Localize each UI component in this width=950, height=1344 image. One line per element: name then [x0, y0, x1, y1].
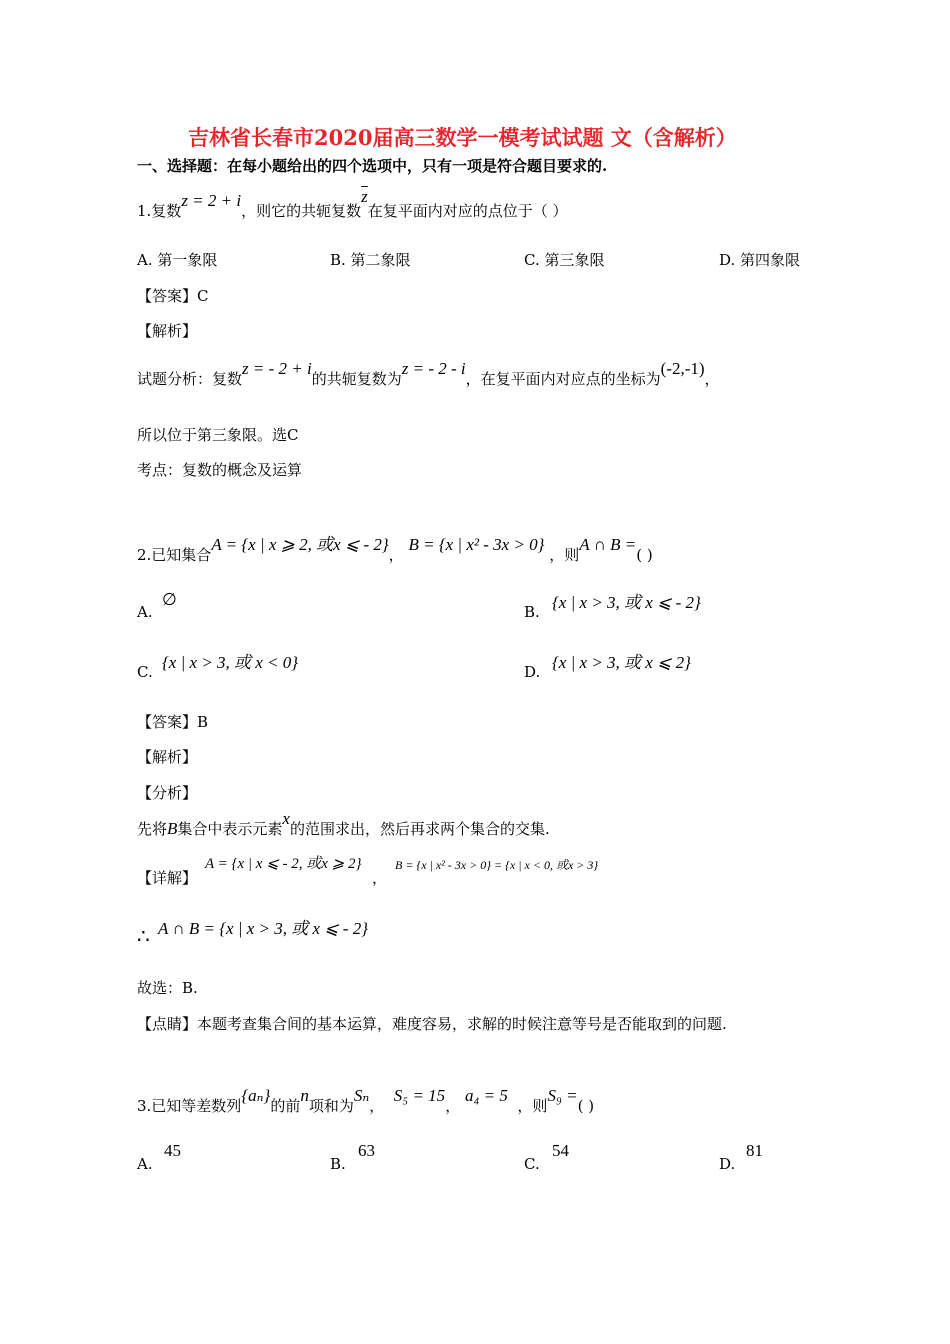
q1-option-b: B. 第二象限	[330, 251, 411, 269]
q1-mid: ，则它的共轭复数	[241, 202, 362, 220]
q2-prefix: 2.已知集合	[137, 546, 212, 564]
q2-fenxi-c: 的范围求出，然后再求两个集合的交集.	[289, 820, 550, 838]
q2-comma: ，	[388, 546, 404, 564]
q2-detail-AB: A ∩ B = {x | x > 3, 或 x ⩽ - 2}	[158, 919, 368, 938]
q1-analysis-text-d: ，	[704, 370, 720, 388]
q3-option-a-value: 45	[164, 1141, 181, 1160]
q2-detail-comma: ，	[372, 869, 388, 887]
q3-mid2: 项和为	[308, 1097, 354, 1115]
q2-detail-A: A = {x | x ⩽ - 2, 或x ⩾ 2}	[205, 856, 362, 872]
q2-fenxi-a: 先将	[137, 820, 168, 838]
q2-option-d: {x | x > 3, 或 x ⩽ 2}	[552, 653, 691, 672]
q1-stem	[137, 187, 568, 221]
q2-detail-B: B = {x | x² - 3x > 0} = {x | x < 0, 或x > 3}	[395, 858, 599, 872]
q1-analysis-math3: (-2,-1)	[660, 359, 705, 378]
q1-analysis-math2: z = - 2 - i	[401, 359, 466, 378]
q3-option-d-label: D.	[719, 1155, 736, 1173]
q2-math-A: A = {x | x ⩾ 2, 或x ⩽ - 2}	[211, 535, 389, 554]
q3-option-c-label: C.	[524, 1155, 540, 1173]
q2-detail-heading: 【详解】	[137, 869, 198, 887]
q2-fenxi-b: 集合中表示元素	[177, 820, 283, 838]
q1-math-z: z = 2 + i	[181, 191, 242, 210]
q2-therefore-symbol: ∴	[137, 924, 150, 948]
q3-math-n: n	[300, 1086, 309, 1105]
q2-suffix: ( )	[636, 546, 653, 564]
q1-analysis-line2: 所以位于第三象限。选C	[137, 426, 299, 444]
q3-math-S5: S₅ = 15	[393, 1086, 446, 1105]
q3-option-d-value: 81	[746, 1141, 763, 1160]
q1-option-a: A. 第一象限	[137, 251, 218, 269]
q3-comma2: ，	[445, 1097, 461, 1115]
q2-option-c-label: C.	[137, 663, 153, 681]
q3-math-a4: a₄ = 5	[464, 1086, 508, 1105]
q2-option-a: ∅	[162, 590, 177, 609]
q1-analysis-heading: 【解析】	[137, 322, 198, 340]
q2-conclusion: 故选：B.	[137, 979, 198, 997]
q3-stem	[137, 1086, 595, 1116]
q1-analysis-math1: z = - 2 + i	[242, 359, 312, 378]
q2-math-AB: A ∩ B =	[579, 535, 637, 554]
q2-option-d-label: D.	[524, 663, 541, 681]
q3-option-a-label: A.	[137, 1155, 153, 1173]
q2-analysis-heading: 【解析】	[137, 748, 198, 766]
q3-math-S9: S₉ =	[547, 1086, 578, 1105]
q3-comma: ，	[369, 1097, 385, 1115]
q1-prefix: 1.复数	[137, 202, 182, 220]
q2-fenxi-x: x	[282, 809, 290, 828]
q2-suffix-pre: ，则	[549, 546, 580, 564]
section-heading: 一、选择题：在每小题给出的四个选项中，只有一项是符合题目要求的.	[137, 157, 608, 175]
q2-option-a-label: A.	[137, 603, 153, 621]
q1-analysis-line1	[137, 359, 720, 389]
q3-mid1: 的前	[270, 1097, 301, 1115]
q2-fenxi-B: B	[167, 819, 178, 838]
q1-answer: 【答案】C	[137, 287, 209, 305]
q2-stem	[137, 535, 653, 565]
q1-analysis-text-b: 的共轭复数为	[311, 370, 402, 388]
q2-option-b-label: B.	[524, 603, 540, 621]
q3-prefix: 3.已知等差数列	[137, 1097, 242, 1115]
document-title: 吉林省长春市2020届高三数学一模考试试题 文（含解析）	[188, 125, 737, 150]
q3-option-c-value: 54	[552, 1141, 569, 1160]
q3-suffix: ( )	[577, 1097, 595, 1115]
q2-comment: 【点睛】本题考查集合间的基本运算，难度容易，求解的时候注意等号是否能取到的问题.	[137, 1015, 727, 1033]
q1-analysis-line3: 考点：复数的概念及运算	[137, 461, 303, 479]
q2-option-c: {x | x > 3, 或 x < 0}	[162, 653, 299, 672]
q1-option-d: D. 第四象限	[719, 251, 801, 269]
q1-analysis-text-c: ，在复平面内对应点的坐标为	[465, 370, 661, 388]
q2-math-B: B = {x | x² - 3x > 0}	[408, 535, 545, 554]
q1-math-zbar: $\overline{z}$	[361, 187, 368, 206]
q1-option-c: C. 第三象限	[524, 251, 605, 269]
q3-option-b-label: B.	[330, 1155, 346, 1173]
q2-option-b: {x | x > 3, 或 x ⩽ - 2}	[552, 593, 701, 612]
q2-fenxi-line	[137, 809, 550, 839]
q1-suffix: 在复平面内对应的点位于（ ）	[367, 202, 568, 220]
q3-math-an: {aₙ}	[241, 1086, 271, 1105]
q1-analysis-text-a: 试题分析：复数	[137, 370, 243, 388]
q2-fenxi-heading: 【分析】	[137, 784, 198, 802]
q3-suffix-pre: ，则	[517, 1097, 548, 1115]
q3-math-Sn: Sₙ	[353, 1086, 370, 1105]
q2-answer: 【答案】B	[137, 713, 209, 731]
q3-option-b-value: 63	[358, 1141, 375, 1160]
